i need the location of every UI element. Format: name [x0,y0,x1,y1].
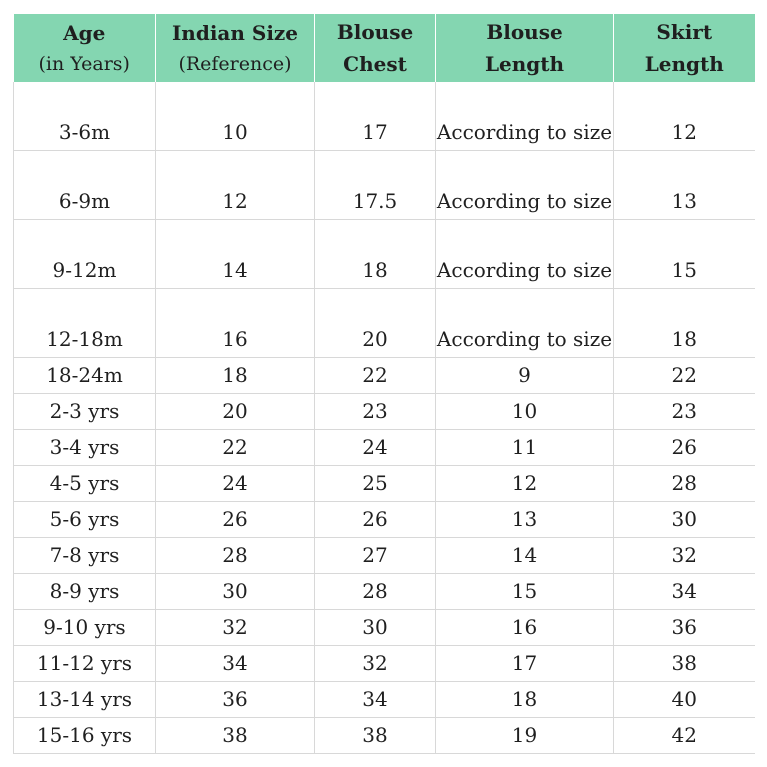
table-row [14,574,755,610]
header-blouse-chest-line2: Chest [343,52,407,76]
table-cell [156,358,315,394]
cell-text: 30 [222,579,248,603]
cell-text: According to size [436,327,613,351]
header-skirt-length-line2: Length [644,52,724,76]
cell-text: 23 [671,399,697,423]
cell-text: According to size [436,258,613,282]
cell-text: 24 [362,435,388,459]
table-cell [315,502,436,538]
cell-text: 26 [362,507,388,531]
cell-text: 11-12 yrs [36,651,133,675]
table-cell [156,574,315,610]
cell-text: 23 [362,399,388,423]
cell-text: 9-10 yrs [43,615,126,639]
table-cell [14,538,156,574]
cell-text: 18 [362,258,388,282]
table-cell [14,682,156,718]
table-cell [14,220,156,289]
table-cell [14,358,156,394]
table-row [14,430,755,466]
cell-text: 20 [362,327,388,351]
header-indian-size-sub: (Reference) [178,53,292,75]
table-cell [614,151,755,220]
cell-text: 18 [671,327,697,351]
table-cell [436,610,614,646]
table-cell [14,646,156,682]
table-cell [156,718,315,754]
cell-text: 17.5 [352,189,398,213]
table-cell [436,682,614,718]
cell-text: 18 [511,687,538,711]
table-cell [156,220,315,289]
cell-text: 22 [671,363,697,387]
table-row [14,466,755,502]
table-cell [156,430,315,466]
table-row [14,682,755,718]
cell-text: 3-4 yrs [49,435,120,459]
cell-text: 7-8 yrs [49,543,120,567]
cell-text: 34 [222,651,248,675]
header-row [14,14,755,82]
table-row [14,289,755,358]
table-cell [436,538,614,574]
cell-text: 17 [511,651,538,675]
cell-text: 20 [222,399,248,423]
cell-text: 5-6 yrs [49,507,120,531]
cell-text: 28 [362,579,388,603]
table-cell [156,394,315,430]
cell-text: 32 [671,543,697,567]
header-skirt-length [614,14,755,82]
cell-text: 38 [671,651,697,675]
table-cell [156,502,315,538]
cell-text: 22 [222,435,248,459]
table-cell [436,502,614,538]
cell-text: 3-6m [58,120,111,144]
table-cell [436,430,614,466]
table-cell [315,358,436,394]
header-indian-size-main: Indian Size [171,21,299,45]
table-cell [315,151,436,220]
table-cell [436,574,614,610]
cell-text: 34 [362,687,388,711]
cell-text: 28 [222,543,248,567]
table-row [14,358,755,394]
cell-text: 15 [511,579,538,603]
cell-text: 11 [511,435,538,459]
table-row [14,220,755,289]
table-row [14,646,755,682]
cell-text: 15 [671,258,697,282]
table-cell [156,289,315,358]
table-cell [614,358,755,394]
table-cell [14,82,156,151]
table-row [14,394,755,430]
header-blouse-chest-line1: Blouse [336,20,414,44]
cell-text: 12 [222,189,248,213]
header-blouse-chest [315,14,436,82]
table-body [14,82,755,754]
cell-text: 9-12m [52,258,117,282]
table-cell [614,574,755,610]
cell-text: 32 [222,615,248,639]
table-cell [614,538,755,574]
header-age-main: Age [63,21,106,45]
size-chart-sheet [13,14,754,754]
table-cell [156,82,315,151]
table-cell [14,574,156,610]
cell-text: 13 [511,507,538,531]
header-blouse-length [436,14,614,82]
cell-text: 30 [362,615,388,639]
cell-text: 13-14 yrs [36,687,133,711]
table-cell [14,289,156,358]
size-chart-table [13,14,755,754]
table-cell [315,289,436,358]
header-blouse-length-line2: Length [484,52,565,76]
cell-text: 17 [362,120,388,144]
table-cell [315,82,436,151]
cell-text: 4-5 yrs [49,471,120,495]
table-cell [156,151,315,220]
table-cell [614,466,755,502]
cell-text: 24 [222,471,248,495]
header-age [14,14,156,82]
cell-text: 42 [671,723,697,747]
cell-text: 10 [222,120,248,144]
table-cell [614,718,755,754]
table-cell [315,646,436,682]
table-cell [436,82,614,151]
table-cell [614,82,755,151]
table-row [14,538,755,574]
table-cell [156,646,315,682]
table-cell [614,502,755,538]
cell-text: 13 [671,189,697,213]
cell-text: 34 [671,579,697,603]
cell-text: 28 [671,471,697,495]
cell-text: 16 [222,327,248,351]
table-cell [315,610,436,646]
cell-text: 12-18m [46,327,123,351]
cell-text: 14 [222,258,248,282]
table-cell [315,718,436,754]
cell-text: 30 [671,507,697,531]
table-cell [156,610,315,646]
cell-text: 12 [511,471,538,495]
cell-text: 2-3 yrs [49,399,120,423]
header-skirt-length-line1: Skirt [656,20,713,44]
table-cell [14,610,156,646]
table-cell [614,610,755,646]
cell-text: 14 [511,543,538,567]
cell-text: According to size [436,120,613,144]
table-header [14,14,755,82]
header-indian-size [156,14,315,82]
table-cell [14,718,156,754]
table-cell [436,220,614,289]
table-cell [156,466,315,502]
table-cell [436,466,614,502]
table-row [14,502,755,538]
header-age-sub: (in Years) [38,53,130,75]
table-cell [156,538,315,574]
cell-text: 10 [511,399,538,423]
table-cell [436,289,614,358]
table-cell [14,466,156,502]
cell-text: 22 [362,363,388,387]
table-cell [315,574,436,610]
cell-text: 36 [671,615,697,639]
cell-text: 12 [671,120,697,144]
cell-text: 27 [362,543,388,567]
table-cell [436,151,614,220]
cell-text: According to size [436,189,613,213]
cell-text: 8-9 yrs [49,579,120,603]
cell-text: 32 [362,651,388,675]
cell-text: 18-24m [46,363,123,387]
cell-text: 38 [362,723,388,747]
cell-text: 19 [511,723,538,747]
table-row [14,718,755,754]
table-cell [614,394,755,430]
table-cell [14,394,156,430]
table-cell [614,220,755,289]
table-cell [614,646,755,682]
table-cell [315,538,436,574]
table-cell [156,682,315,718]
table-cell [315,394,436,430]
table-row [14,82,755,151]
cell-text: 6-9m [58,189,111,213]
cell-text: 36 [222,687,248,711]
cell-text: 9 [518,363,531,387]
cell-text: 25 [362,471,388,495]
table-cell [14,151,156,220]
table-cell [14,430,156,466]
cell-text: 38 [222,723,248,747]
cell-text: 15-16 yrs [36,723,133,747]
table-cell [436,394,614,430]
table-row [14,610,755,646]
table-cell [315,430,436,466]
header-blouse-length-line1: Blouse [486,20,563,44]
cell-text: 18 [222,363,248,387]
table-cell [614,682,755,718]
table-cell [436,358,614,394]
table-cell [315,466,436,502]
table-cell [14,502,156,538]
table-cell [436,646,614,682]
table-cell [315,682,436,718]
table-cell [614,289,755,358]
cell-text: 16 [511,615,538,639]
table-cell [614,430,755,466]
table-cell [436,718,614,754]
table-cell [315,220,436,289]
table-row [14,151,755,220]
cell-text: 26 [222,507,248,531]
cell-text: 26 [671,435,697,459]
cell-text: 40 [671,687,697,711]
